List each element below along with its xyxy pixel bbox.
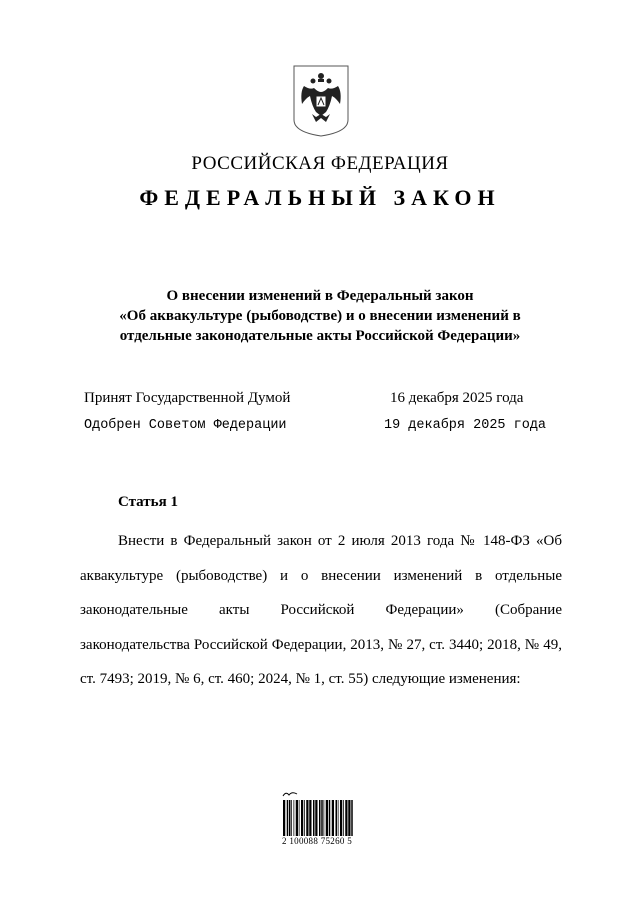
barcode-bar xyxy=(299,800,300,836)
barcode-bar xyxy=(306,800,308,836)
law-title-line: О внесении изменений в Федеральный закон xyxy=(166,288,474,304)
barcode-bar xyxy=(345,800,347,836)
barcode-bar xyxy=(291,800,292,836)
council-approval-label: Одобрен Советом Федерации xyxy=(84,418,287,433)
barcode-bar xyxy=(332,800,334,836)
barcode-bar xyxy=(313,800,315,836)
barcode-bar xyxy=(338,800,339,836)
duma-adoption-date: 16 декабря 2025 года xyxy=(390,390,524,406)
article-paragraph: Внести в Федеральный закон от 2 июля 2013 года № 148-ФЗ «Об аквакультуре (рыбоводстве) и о внесении изменений в отдельные законодательные акты Российской Федерации» (Собрание законодательства Российской Федерации, 2013, № 27, ст. 3440; 2018, № 49, ст. 7493; 2019, № 6, ст. 460; 2024, № 1, ст. 55) следующие изменения: xyxy=(80,533,562,687)
barcode-bar xyxy=(348,800,350,836)
barcode-bar xyxy=(343,800,344,836)
barcode-bar xyxy=(294,800,295,836)
barcode-bar xyxy=(315,800,317,836)
barcode-bar xyxy=(319,800,321,836)
law-title xyxy=(80,286,560,346)
council-approval-date: 19 декабря 2025 года xyxy=(384,418,547,433)
law-title-line: отдельные законодательные акты Российской Федерации» xyxy=(119,328,521,344)
barcode-bar xyxy=(329,800,331,836)
law-title-line: «Об аквакультуре (рыбоводстве) и о внесении изменений в xyxy=(119,308,521,324)
document-barcode xyxy=(282,790,366,852)
barcode-bar xyxy=(321,800,323,836)
barcode-bar xyxy=(283,800,285,836)
barcode-bar xyxy=(324,800,325,836)
barcode-bar xyxy=(296,800,298,836)
coat-of-arms-icon xyxy=(290,62,352,138)
duma-adoption-label: Принят Государственной Думой xyxy=(84,390,291,406)
barcode-bar xyxy=(304,800,305,836)
barcode-bar xyxy=(340,800,342,836)
barcode-bar xyxy=(287,800,289,836)
barcode-bar xyxy=(309,800,311,836)
barcode-mark-icon xyxy=(282,790,298,800)
barcode-bar xyxy=(301,800,303,836)
law-type-heading: ФЕДЕРАЛЬНЫЙ ЗАКОН xyxy=(139,185,501,210)
barcode-number: 2 100088 75260 5 xyxy=(282,836,353,846)
article-heading: Статья 1 xyxy=(118,494,178,510)
barcode-bar xyxy=(289,800,291,836)
barcode-bar xyxy=(336,800,338,836)
country-heading: РОССИЙСКАЯ ФЕДЕРАЦИЯ xyxy=(191,153,449,174)
barcode-bar xyxy=(326,800,328,836)
barcode-bars xyxy=(282,800,366,836)
barcode-bar xyxy=(351,800,353,836)
